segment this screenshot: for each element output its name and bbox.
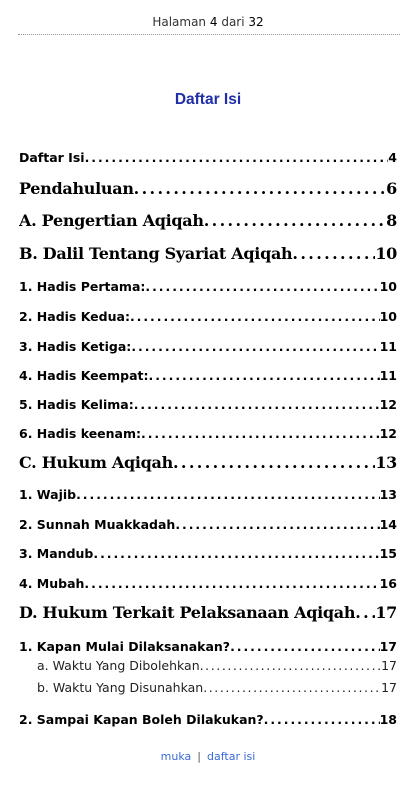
toc-entry-page: 15 bbox=[379, 546, 397, 561]
toc-entry-sampai-kapan[interactable] bbox=[19, 711, 397, 729]
toc-title: Daftar Isi bbox=[174, 91, 242, 108]
toc-entry-waktu-disunahkan[interactable] bbox=[37, 679, 397, 697]
toc-entry-page: 10 bbox=[379, 279, 397, 294]
toc-entry-label: C. Hukum Aqiqah bbox=[19, 453, 173, 472]
toc-entry-label: 3. Mandub bbox=[19, 546, 94, 561]
toc-entry-kapan-mulai[interactable] bbox=[19, 638, 397, 656]
toc-entry-page: 10 bbox=[379, 309, 397, 324]
toc-entry-page: 8 bbox=[386, 211, 397, 230]
page-header bbox=[0, 14, 416, 30]
toc-entry-label: 2. Hadis Kedua: bbox=[19, 309, 130, 324]
toc-entry-page: 17 bbox=[375, 603, 397, 622]
toc-entry-page: 6 bbox=[386, 179, 397, 198]
toc-leader-dots bbox=[173, 452, 375, 474]
toc-entry-page: 12 bbox=[379, 397, 397, 412]
toc-leader-dots bbox=[76, 486, 380, 504]
toc-entry-label: 3. Hadis Ketiga: bbox=[19, 339, 132, 354]
toc-leader-dots bbox=[93, 545, 379, 563]
toc-entry-hadis-2[interactable] bbox=[19, 308, 397, 326]
toc-entry-label: D. Hukum Terkait Pelaksanaan Aqiqah bbox=[19, 603, 356, 622]
toc-entry-hadis-1[interactable] bbox=[19, 278, 397, 296]
header-current-page: 4 bbox=[209, 15, 218, 29]
header-divider bbox=[18, 34, 400, 35]
toc-entry-section-c[interactable] bbox=[19, 452, 397, 474]
toc-entry-waktu-dibolehkan[interactable] bbox=[37, 657, 397, 675]
toc-leader-dots bbox=[84, 575, 379, 593]
toc-leader-dots bbox=[141, 425, 380, 443]
toc-leader-dots bbox=[264, 711, 380, 729]
toc-leader-dots bbox=[175, 516, 379, 534]
toc-entry-hadis-3[interactable] bbox=[19, 338, 397, 356]
toc-entry-label: b. Waktu Yang Disunahkan bbox=[37, 680, 204, 695]
toc-entry-page: 18 bbox=[379, 712, 397, 727]
toc-entry-label: 4. Hadis Keempat: bbox=[19, 368, 149, 383]
page-footer bbox=[0, 750, 416, 764]
toc-entry-label: A. Pengertian Aqiqah bbox=[19, 211, 204, 230]
toc-leader-dots bbox=[85, 149, 389, 167]
toc-entry-label: 6. Hadis keenam: bbox=[19, 426, 142, 441]
header-middle: dari bbox=[221, 15, 245, 29]
toc-entry-section-a[interactable] bbox=[19, 210, 397, 232]
toc-entry-label: 2. Sunnah Muakkadah bbox=[19, 517, 176, 532]
toc-entry-wajib[interactable] bbox=[19, 486, 397, 504]
header-total-pages: 32 bbox=[248, 15, 264, 29]
toc-entry-page: 14 bbox=[379, 517, 397, 532]
toc-entry-hadis-6[interactable] bbox=[19, 425, 397, 443]
toc-entry-section-b[interactable] bbox=[19, 243, 397, 265]
toc-entry-label: 1. Hadis Pertama: bbox=[19, 279, 146, 294]
toc-entry-label: Pendahuluan bbox=[19, 179, 134, 198]
toc-leader-dots bbox=[134, 396, 380, 414]
toc-leader-dots bbox=[292, 243, 375, 265]
toc-leader-dots bbox=[145, 278, 379, 296]
toc-entry-page: 16 bbox=[379, 576, 397, 591]
toc-leader-dots bbox=[134, 178, 387, 200]
toc-leader-dots bbox=[204, 210, 386, 232]
toc-entry-page: 10 bbox=[375, 244, 397, 263]
toc-entry-mandub[interactable] bbox=[19, 545, 397, 563]
toc-entry-mubah[interactable] bbox=[19, 575, 397, 593]
toc-entry-label: 4. Mubah bbox=[19, 576, 85, 591]
toc-entry-sunnah-muakkadah[interactable] bbox=[19, 516, 397, 534]
toc-entry-page: 11 bbox=[379, 339, 397, 354]
toc-entry-page: 17 bbox=[381, 680, 397, 695]
toc-entry-pendahuluan[interactable] bbox=[19, 178, 397, 200]
toc-leader-dots bbox=[203, 679, 381, 697]
toc-entry-label: Daftar Isi bbox=[19, 150, 85, 165]
toc-entry-section-d[interactable] bbox=[19, 602, 397, 624]
toc-leader-dots bbox=[355, 602, 375, 624]
toc-entry-daftar-isi[interactable] bbox=[19, 149, 397, 167]
toc-entry-label: B. Dalil Tentang Syariat Aqiqah bbox=[19, 244, 293, 263]
toc-entry-label: 1. Wajib bbox=[19, 487, 77, 502]
header-prefix: Halaman bbox=[152, 15, 207, 29]
toc-entry-page: 17 bbox=[379, 639, 397, 654]
toc-entry-page: 13 bbox=[375, 453, 397, 472]
toc-entry-page: 13 bbox=[379, 487, 397, 502]
toc-entry-page: 11 bbox=[379, 368, 397, 383]
toc-leader-dots bbox=[230, 638, 380, 656]
toc-leader-dots bbox=[130, 308, 380, 326]
toc-entry-hadis-4[interactable] bbox=[19, 367, 397, 385]
toc-entry-page: 12 bbox=[379, 426, 397, 441]
toc-entry-label: 5. Hadis Kelima: bbox=[19, 397, 134, 412]
toc-entry-hadis-5[interactable] bbox=[19, 396, 397, 414]
footer-separator: | bbox=[197, 750, 201, 763]
toc-leader-dots bbox=[131, 338, 379, 356]
toc-entry-label: 1. Kapan Mulai Dilaksanakan? bbox=[19, 639, 231, 654]
footer-link-daftar-isi[interactable]: daftar isi bbox=[207, 750, 256, 763]
toc-entry-label: a. Waktu Yang Dibolehkan bbox=[37, 658, 200, 673]
footer-link-muka[interactable]: muka bbox=[160, 750, 192, 763]
toc-leader-dots bbox=[149, 367, 380, 385]
toc-entry-label: 2. Sampai Kapan Boleh Dilakukan? bbox=[19, 712, 264, 727]
toc-leader-dots bbox=[200, 657, 381, 675]
toc-entry-page: 4 bbox=[388, 150, 397, 165]
toc-entry-page: 17 bbox=[381, 658, 397, 673]
